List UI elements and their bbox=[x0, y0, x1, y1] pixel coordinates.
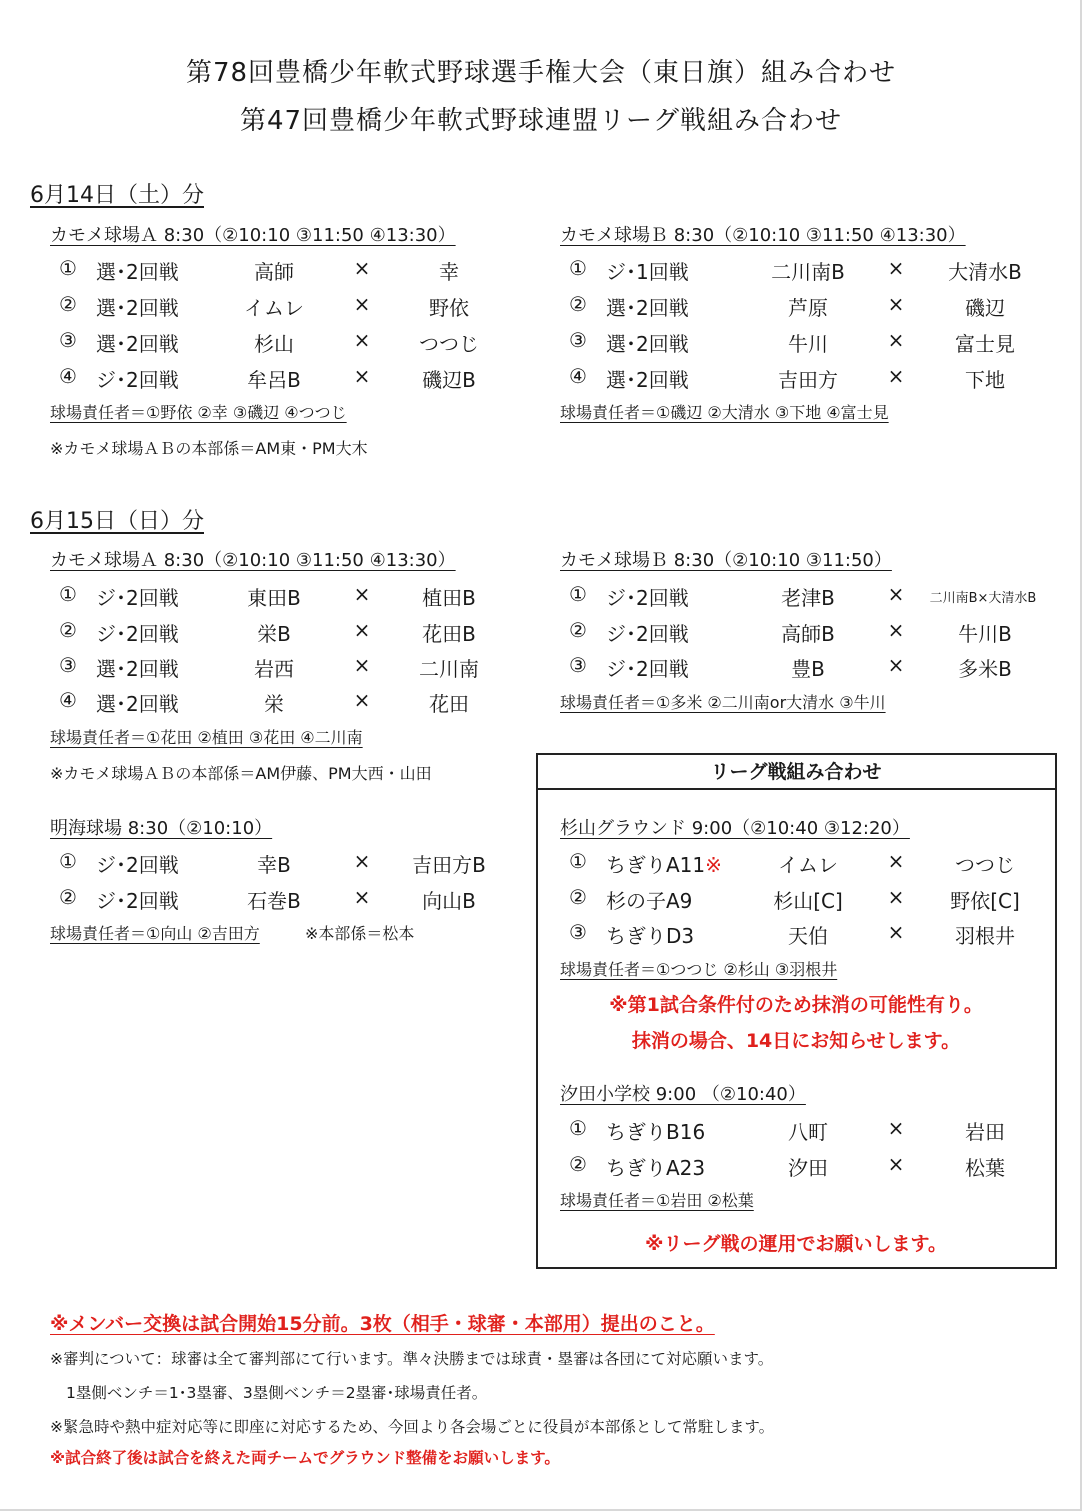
versus-mark: × bbox=[887, 653, 905, 677]
versus-mark: × bbox=[353, 582, 371, 606]
umpire-note: ※審判について：球審は全て審判部にて行います。準々決勝までは球責・塁審は各団にて対応願います。 bbox=[50, 1350, 774, 1368]
match-number: ② bbox=[59, 885, 77, 909]
match-type: 選･2回戦 bbox=[96, 296, 179, 320]
match-number: ④ bbox=[59, 364, 77, 388]
venue-heading: カモメ球場Ｂ 8:30（②10:10 ③11:50） bbox=[560, 550, 892, 571]
team-away: 下地 bbox=[965, 368, 1005, 392]
match-number: ② bbox=[59, 618, 77, 642]
venue-heading: カモメ球場Ｂ 8:30（②10:10 ③11:50 ④13:30） bbox=[560, 225, 966, 246]
team-away: 吉田方B bbox=[412, 853, 486, 877]
match-number: ① bbox=[569, 849, 587, 873]
versus-mark: × bbox=[887, 885, 905, 909]
page-title-1: 第78回豊橋少年軟式野球選手権大会（東日旗）組み合わせ bbox=[185, 58, 897, 88]
field-responsible: 球場責任者＝①つつじ ②杉山 ③羽根井 bbox=[560, 960, 838, 979]
team-home: 栄B bbox=[257, 622, 291, 646]
team-away: 野依[C] bbox=[950, 889, 1020, 913]
match-type: ジ･2回戦 bbox=[606, 586, 689, 610]
team-away: 二川南 bbox=[419, 657, 479, 681]
team-away: 松葉 bbox=[965, 1156, 1005, 1180]
match-number: ① bbox=[59, 849, 77, 873]
match-type: 選･2回戦 bbox=[606, 368, 689, 392]
team-home: 幸B bbox=[257, 853, 291, 877]
versus-mark: × bbox=[887, 292, 905, 316]
league-box-right bbox=[1055, 753, 1057, 1269]
versus-mark: × bbox=[887, 364, 905, 388]
field-responsible: 球場責任者＝①野依 ②幸 ③磯辺 ④つつじ bbox=[50, 403, 347, 422]
match-type: ジ･1回戦 bbox=[606, 260, 689, 284]
match-number: ④ bbox=[569, 364, 587, 388]
match-number: ③ bbox=[569, 653, 587, 677]
team-home: 東田B bbox=[247, 586, 301, 610]
hq-note: ※カモメ球場ＡＢの本部係＝AM東・PM大木 bbox=[50, 439, 368, 458]
asterisk-mark: ※ bbox=[705, 853, 722, 877]
match-number: ④ bbox=[59, 688, 77, 712]
versus-mark: × bbox=[887, 256, 905, 280]
team-away: 羽根井 bbox=[955, 924, 1015, 948]
match-number: ① bbox=[569, 582, 587, 606]
team-home: 二川南B bbox=[771, 260, 845, 284]
field-responsible: 球場責任者＝①向山 ②吉田方 bbox=[50, 924, 260, 943]
match-type: 選･2回戦 bbox=[96, 260, 179, 284]
league-box-title: リーグ戦組み合わせ bbox=[710, 761, 882, 783]
match-number: ② bbox=[569, 1152, 587, 1176]
team-home: 栄 bbox=[264, 692, 284, 716]
team-away: 植田B bbox=[422, 586, 476, 610]
match-type: ちぎりA23 bbox=[606, 1156, 706, 1180]
match-type: 選･2回戦 bbox=[606, 332, 689, 356]
team-away: 大清水B bbox=[948, 260, 1022, 284]
versus-mark: × bbox=[353, 256, 371, 280]
versus-mark: × bbox=[353, 849, 371, 873]
match-type: ちぎりB16 bbox=[606, 1120, 706, 1144]
match-type: ジ･2回戦 bbox=[96, 368, 179, 392]
team-home: 石巻B bbox=[247, 889, 301, 913]
versus-mark: × bbox=[887, 1152, 905, 1176]
cancellation-notice: 抹消の場合、14日にお知らせします。 bbox=[631, 1030, 961, 1052]
league-box-bottom bbox=[536, 1267, 1057, 1269]
team-away: 牛川B bbox=[958, 622, 1012, 646]
venue-heading: カモメ球場Ａ 8:30（②10:10 ③11:50 ④13:30） bbox=[50, 550, 456, 571]
field-responsible: 球場責任者＝①花田 ②植田 ③花田 ④二川南 bbox=[50, 728, 363, 747]
team-away: 花田B bbox=[422, 622, 476, 646]
team-home: 杉山 bbox=[254, 332, 294, 356]
member-exchange-note: ※メンバー交換は試合開始15分前。3枚（相手・球審・本部用）提出のこと。 bbox=[50, 1313, 715, 1335]
match-type: 選･2回戦 bbox=[96, 692, 179, 716]
team-away: 野依 bbox=[429, 296, 469, 320]
versus-mark: × bbox=[353, 653, 371, 677]
team-home: 高師 bbox=[254, 260, 294, 284]
team-home: イムレ bbox=[244, 296, 304, 320]
versus-mark: × bbox=[353, 292, 371, 316]
team-home: 天伯 bbox=[788, 924, 828, 948]
hq-note: ※カモメ球場ＡＢの本部係＝AM伊藤、PM大西・山田 bbox=[50, 764, 432, 783]
league-box-top bbox=[536, 753, 1057, 755]
team-home: 牟呂B bbox=[247, 368, 301, 392]
league-operation-note: ※リーグ戦の運用でお願いします。 bbox=[645, 1233, 947, 1255]
team-away: つつじ bbox=[419, 332, 479, 356]
team-away: 富士見 bbox=[955, 332, 1015, 356]
match-number: ① bbox=[59, 256, 77, 280]
team-home: 吉田方 bbox=[778, 368, 838, 392]
team-away: 多米B bbox=[958, 657, 1012, 681]
team-home: 杉山[C] bbox=[773, 889, 843, 913]
match-type: ジ･2回戦 bbox=[606, 657, 689, 681]
emergency-note: ※緊急時や熱中症対応等に即座に対応するため、今回より各会場ごとに役員が本部係として常駐します。 bbox=[50, 1418, 775, 1436]
league-code: ちぎりA11 bbox=[606, 853, 706, 877]
field-responsible: 球場責任者＝①多米 ②二川南or大清水 ③牛川 bbox=[560, 693, 886, 712]
team-home: イムレ bbox=[778, 853, 838, 877]
venue-heading: 汐田小学校 9:00 （②10:40） bbox=[560, 1084, 806, 1105]
match-number: ② bbox=[59, 292, 77, 316]
team-home: 八町 bbox=[788, 1120, 828, 1144]
venue-heading: カモメ球場Ａ 8:30（②10:10 ③11:50 ④13:30） bbox=[50, 225, 456, 246]
venue-heading: 杉山グラウンド 9:00（②10:40 ③12:20） bbox=[560, 818, 910, 839]
team-home: 高師B bbox=[781, 622, 835, 646]
match-number: ① bbox=[569, 256, 587, 280]
versus-mark: × bbox=[887, 328, 905, 352]
match-type: ちぎりD3 bbox=[606, 924, 695, 948]
match-type bbox=[606, 849, 722, 878]
date-heading-day1: 6月14日（土）分 bbox=[30, 183, 204, 208]
bench-note: 1塁側ベンチ＝1･3塁審、3塁側ベンチ＝2塁審･球場責任者。 bbox=[66, 1384, 488, 1402]
match-number: ③ bbox=[569, 920, 587, 944]
team-home: 芦原 bbox=[788, 296, 828, 320]
team-home: 豊B bbox=[791, 657, 825, 681]
match-type: ジ･2回戦 bbox=[96, 622, 179, 646]
versus-mark: × bbox=[353, 885, 371, 909]
team-away: つつじ bbox=[955, 853, 1015, 877]
ground-maintenance-note: ※試合終了後は試合を終えた両チームでグラウンド整備をお願いします。 bbox=[50, 1449, 560, 1467]
field-responsible: 球場責任者＝①岩田 ②松葉 bbox=[560, 1191, 754, 1210]
versus-mark: × bbox=[887, 1116, 905, 1140]
cancellation-warning: ※第1試合条件付のため抹消の可能性有り。 bbox=[609, 994, 983, 1016]
match-type: ジ･2回戦 bbox=[96, 586, 179, 610]
versus-mark: × bbox=[887, 849, 905, 873]
team-home: 汐田 bbox=[788, 1156, 828, 1180]
match-number: ③ bbox=[569, 328, 587, 352]
versus-mark: × bbox=[353, 618, 371, 642]
team-home: 岩西 bbox=[254, 657, 294, 681]
match-number: ③ bbox=[59, 653, 77, 677]
team-away: 幸 bbox=[439, 260, 459, 284]
match-type: 選･2回戦 bbox=[606, 296, 689, 320]
match-number: ① bbox=[569, 1116, 587, 1140]
team-away: 花田 bbox=[429, 692, 469, 716]
team-home: 牛川 bbox=[788, 332, 828, 356]
match-type: 杉の子A9 bbox=[606, 889, 693, 913]
match-type: ジ･2回戦 bbox=[96, 853, 179, 877]
team-away: 岩田 bbox=[965, 1120, 1005, 1144]
match-number: ③ bbox=[59, 328, 77, 352]
match-number: ① bbox=[59, 582, 77, 606]
match-number: ② bbox=[569, 292, 587, 316]
field-responsible: 球場責任者＝①磯辺 ②大清水 ③下地 ④富士見 bbox=[560, 403, 889, 422]
versus-mark: × bbox=[887, 582, 905, 606]
versus-mark: × bbox=[353, 328, 371, 352]
versus-mark: × bbox=[887, 618, 905, 642]
date-heading-day2: 6月15日（日）分 bbox=[30, 509, 204, 534]
team-home: 老津B bbox=[781, 586, 835, 610]
versus-mark: × bbox=[887, 920, 905, 944]
page-title-2: 第47回豊橋少年軟式野球連盟リーグ戦組み合わせ bbox=[239, 106, 843, 136]
match-number: ② bbox=[569, 618, 587, 642]
match-type: ジ･2回戦 bbox=[96, 889, 179, 913]
match-number: ② bbox=[569, 885, 587, 909]
versus-mark: × bbox=[353, 688, 371, 712]
match-type: ジ･2回戦 bbox=[606, 622, 689, 646]
team-away: 磯辺B bbox=[422, 368, 476, 392]
match-type: 選･2回戦 bbox=[96, 332, 179, 356]
hq-note: ※本部係＝松本 bbox=[305, 924, 415, 943]
team-away: 二川南B×大清水B bbox=[929, 591, 1037, 606]
venue-heading: 明海球場 8:30（②10:10） bbox=[50, 818, 273, 839]
versus-mark: × bbox=[353, 364, 371, 388]
league-box-divider bbox=[536, 788, 1057, 790]
team-away: 向山B bbox=[422, 889, 476, 913]
match-type: 選･2回戦 bbox=[96, 657, 179, 681]
team-away: 磯辺 bbox=[965, 296, 1005, 320]
